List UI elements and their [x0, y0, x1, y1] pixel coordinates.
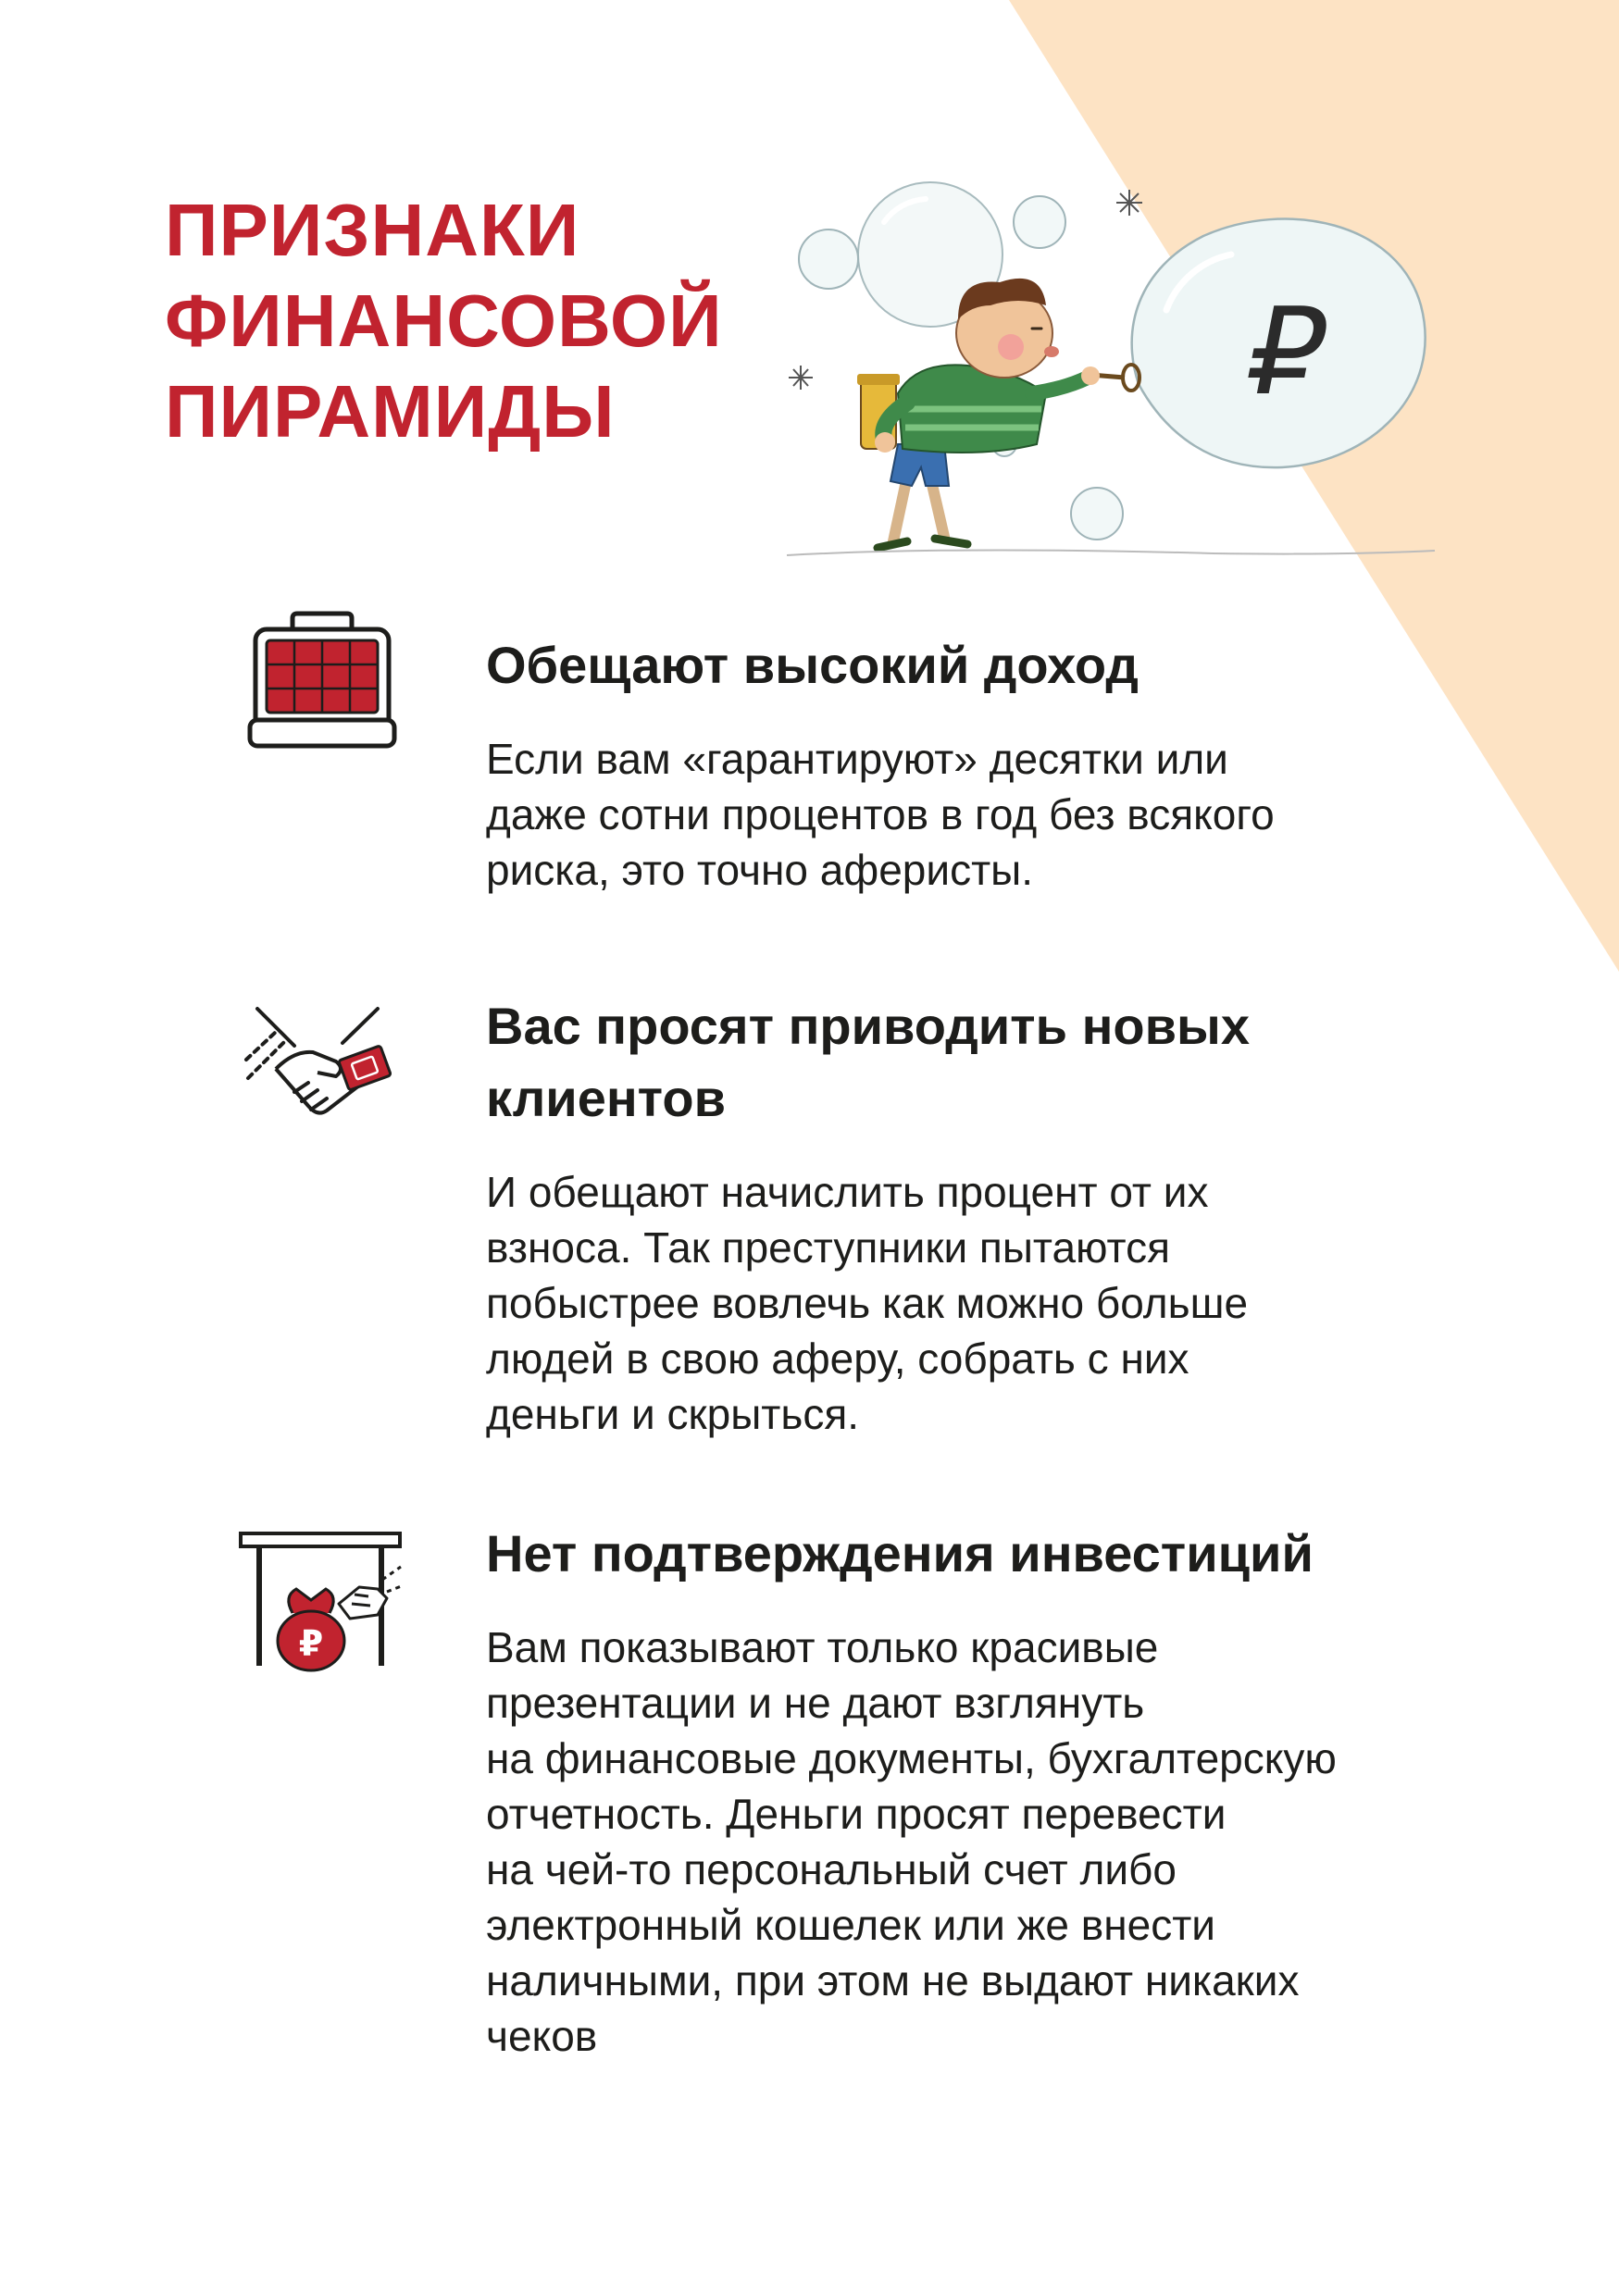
body-line: риска, это точно аферисты. [486, 846, 1033, 894]
ruble-symbol: ₽ [1250, 281, 1326, 422]
body-line: на чей-то персональный счет либо [486, 1845, 1177, 1893]
body-line: наличными, при этом не выдают никаких [486, 1956, 1300, 2004]
body-line: взноса. Так преступники пытаются [486, 1223, 1170, 1272]
section-body [486, 1620, 1532, 2064]
body-line: даже сотни процентов в год без всякого [486, 790, 1275, 838]
title-line-2: ФИНАНСОВОЙ [165, 279, 723, 362]
body-line: людей в свою аферу, собрать с них [486, 1334, 1189, 1383]
page-title [165, 185, 723, 457]
section-body [486, 731, 1532, 898]
hidden-money-bag-icon [239, 1522, 405, 1680]
body-line: Вам показывают только красивые [486, 1623, 1159, 1671]
section-heading [486, 629, 1551, 701]
title-line-1: ПРИЗНАКИ [165, 189, 580, 271]
heading-line: клиентов [486, 1069, 726, 1127]
briefcase-money-icon [239, 611, 405, 768]
section-body [486, 1164, 1532, 1442]
body-line: презентации и не дают взглянуть [486, 1679, 1145, 1727]
boy-blowing-ruble-bubble-illustration [768, 167, 1472, 574]
body-line: на финансовые документы, бухгалтерскую [486, 1734, 1337, 1782]
body-line: чеков [486, 2012, 598, 2060]
body-line: побыстрее вовлечь как можно больше [486, 1279, 1249, 1327]
section-heading [486, 990, 1551, 1135]
body-line: Если вам «гарантируют» десятки или [486, 735, 1228, 783]
section-heading [486, 1518, 1551, 1590]
body-line: отчетность. Деньги просят перевести [486, 1790, 1227, 1838]
heading-line: Вас просят приводить новых [486, 997, 1251, 1055]
body-line: И обещают начислить процент от их [486, 1168, 1209, 1216]
section-new-clients [0, 990, 1619, 1453]
svg-text:₽: ₽ [298, 1623, 324, 1664]
body-line: деньги и скрыться. [486, 1390, 860, 1438]
body-line: электронный кошелек или же внести [486, 1901, 1215, 1949]
heading-line: Обещают высокий доход [486, 636, 1139, 694]
handshake-money-icon [239, 995, 405, 1152]
section-no-investment-proof [0, 1518, 1619, 2110]
title-line-3: ПИРАМИДЫ [165, 370, 616, 453]
heading-line: Нет подтверждения инвестиций [486, 1524, 1314, 1582]
section-high-income [0, 611, 1619, 916]
